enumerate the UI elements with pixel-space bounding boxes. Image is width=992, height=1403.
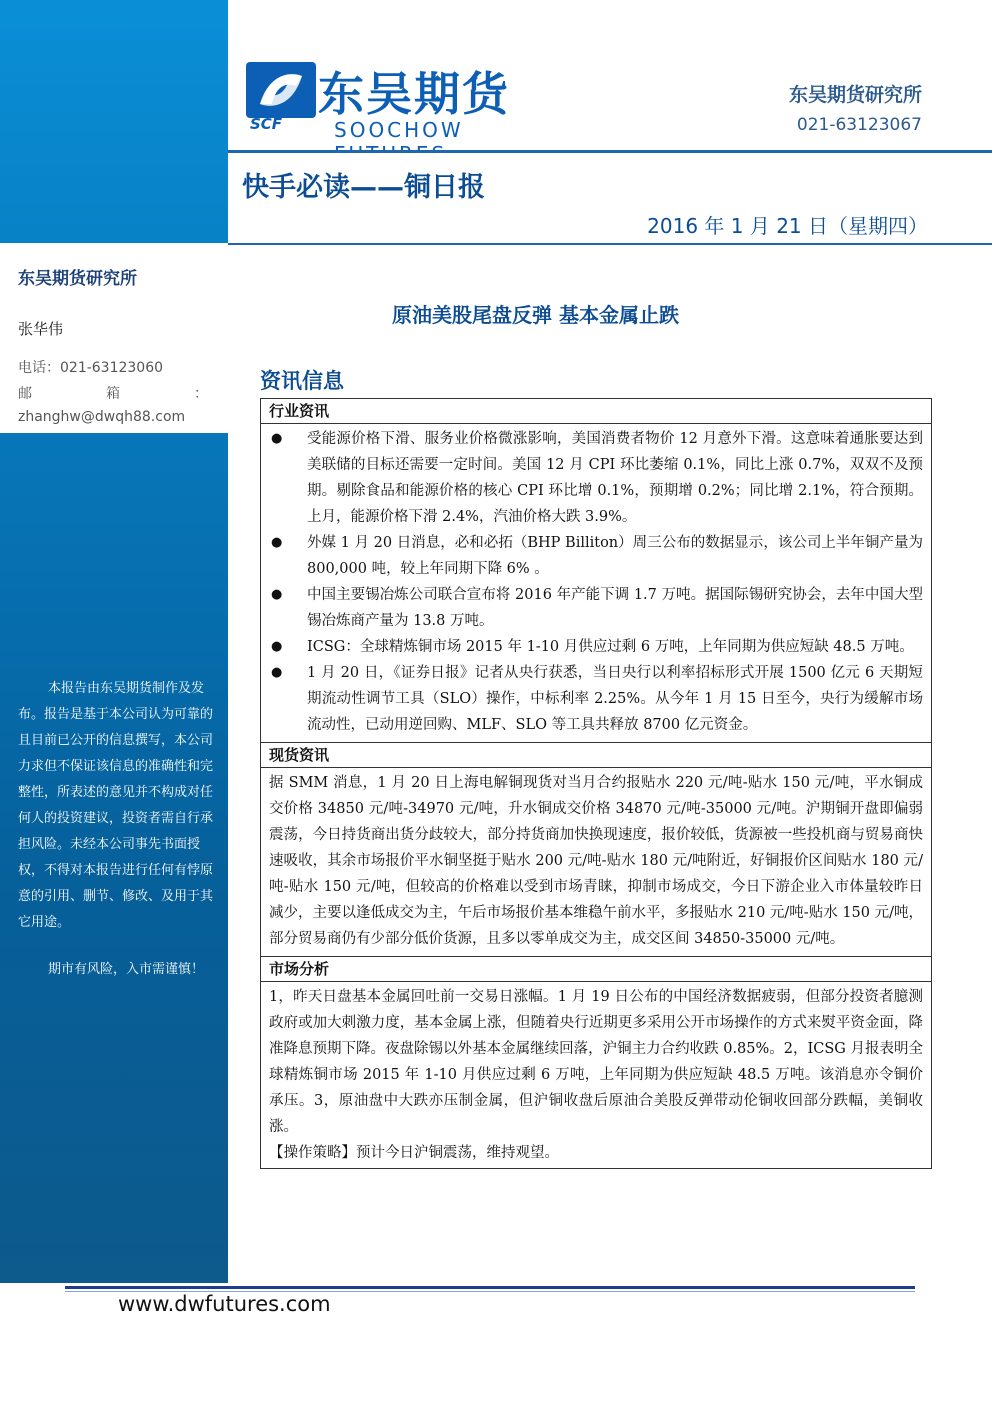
logo-chinese-name: 东吴期货 <box>318 67 510 121</box>
list-item: ● 1 月 20 日，《证券日报》记者从央行获悉，当日央行以利率招标形式开展 1500 亿元 6 天期短期流动性调节工具（SLO）操作，中标利率 2.25%。从今年 1 月 15 日至今，央行为缓解市场流动性，已动用逆回购、MLF、SLO 等工具共释放 8700 亿元资金。 <box>269 660 923 738</box>
industry-news-header: 行业资讯 <box>261 399 931 424</box>
news-table <box>260 398 932 1169</box>
list-item: ● 中国主要锡冶炼公司联合宣布将 2016 年产能下调 1.7 万吨。据国际锡研究协会，去年中国大型锡冶炼商产量为 13.8 万吨。 <box>269 582 923 634</box>
risk-warning: 期市有风险，入市需谨慎！ <box>48 962 205 977</box>
spot-news-text: 据 SMM 消息，1 月 20 日上海电解铜现货对当月合约报贴水 220 元/吨-贴水 150 元/吨，平水铜成交价格 34850 元/吨-34970 元/吨，升水铜成交价格 34870 元/吨-35000 元/吨。沪期铜开盘即偏弱震荡，今日持货商出货分歧较大，部分持货商加快换现速度，报价较低，货源被一些投机商与贸易商快速吸收，其余市场报价平水铜坚挺于贴水 200 元/吨-贴水 180 元/吨附近，好铜报价区间贴水 180 元/吨-贴水 150 元/吨，但较高的价格难以受到市场青睐，抑制市场成交，今日下游企业入市体量较昨日减少，主要以逢低成交为主，午后市场报价基本维稳午前水平，多报贴水 210 元/吨-贴水 150 元/吨，部分贸易商仍有少部分低价货源，且多以零单成交为主，成交区间 34850-35000 元/吨。 <box>269 775 923 947</box>
footer-website-link[interactable]: www.dwfutures.com <box>118 1292 331 1316</box>
market-analysis-header: 市场分析 <box>261 956 931 982</box>
report-title: 快手必读——铜日报 <box>242 172 485 203</box>
report-date: 2016 年 1 月 21 日（星期四） <box>647 214 928 238</box>
logo-mark-icon <box>246 62 316 118</box>
logo-english-name: SOOCHOW <box>334 118 464 142</box>
footer-divider <box>65 1286 915 1289</box>
sidebar <box>0 0 228 1283</box>
author-phone: 电话：021-63123060 <box>18 360 164 376</box>
list-item: ● ICSG：全球精炼铜市场 2015 年 1-10 月供应过剩 6 万吨，上年同期为供应短缺 48.5 万吨。 <box>269 634 923 660</box>
author-email[interactable]: zhanghw@dwqh88.com <box>18 409 186 425</box>
list-item: ● 受能源价格下滑、服务业价格微涨影响，美国消费者物价 12 月意外下滑。这意味着通胀要达到美联储的目标还需要一定时间。美国 12 月 CPI 环比萎缩 0.1%，同比上涨 0.7%，双双不及预期。剔除食品和能源价格的核心 CPI 环比增 0.1%，预期增 0.2%；同比增 2.1%，符合预期。上月，能源价格下滑 2.4%，汽油价格大跌 3.9%。 <box>269 426 923 530</box>
bullet-icon: ● <box>271 665 283 680</box>
author-name: 张华伟 <box>18 320 64 338</box>
company-logo <box>246 60 586 142</box>
bullet-icon: ● <box>271 535 283 550</box>
bullet-icon: ● <box>271 587 283 602</box>
sidebar-org: 东吴期货研究所 <box>18 269 137 289</box>
bullet-icon: ● <box>271 431 283 446</box>
market-analysis-body: 1，昨天日盘基本金属回吐前一交易日涨幅。1 月 19 日公布的中国经济数据疲弱，但部分投资者臆测政府或加大刺激力度，基本金属上涨，但随着央行近期更多采用公开市场操作的方式来熨平资金面，降准降息预期下降。夜盘除锡以外基本金属继续回落，沪铜主力合约收跌 0.85%。2，ICSG 月报表明全球精炼铜市场 2015 年 1-10 月供应过剩 6 万吨，上年同期为供应短缺 48.5 万吨。该消息亦令铜价承压。3，原油盘中大跌亦压制金属，但沪铜收盘后原油合美股反弹带动伦铜收回部分跌幅，美铜收涨。 <box>269 989 923 1135</box>
logo-scf-text: SCF <box>250 115 283 133</box>
bullet-icon: ● <box>271 639 283 654</box>
list-item: ● 外媒 1 月 20 日消息，必和必拓（BHP Billiton）周三公布的数据显示，该公司上半年铜产量为 800,000 吨，较上年同期下降 6% 。 <box>269 530 923 582</box>
header-phone: 021-63123067 <box>796 115 922 135</box>
operation-strategy: 【操作策略】预计今日沪铜震荡，维持观望。 <box>269 1145 559 1161</box>
disclaimer: 本报告由东吴期货制作及发布。报告是基于本公司认为可靠的且目前已公开的信息撰写，本公司力求但不保证该信息的准确性和完整性，所表述的意见并不构成对任何人的投资建议，投资者需自行承担风险。未经本公司事先书面授权，不得对本报告进行任何有悖原意的引用、删节、修改、及用于其它用途。 <box>18 681 214 930</box>
header-org: 东吴期货研究所 <box>788 84 922 106</box>
section-title: 资讯信息 <box>260 369 344 393</box>
headline: 原油美股尾盘反弹 基本金属止跌 <box>392 303 679 327</box>
spot-news-header: 现货资讯 <box>261 742 931 768</box>
market-analysis-text <box>261 982 931 1168</box>
author-mail-label: 邮箱： <box>18 386 208 402</box>
industry-news-list <box>261 424 931 742</box>
